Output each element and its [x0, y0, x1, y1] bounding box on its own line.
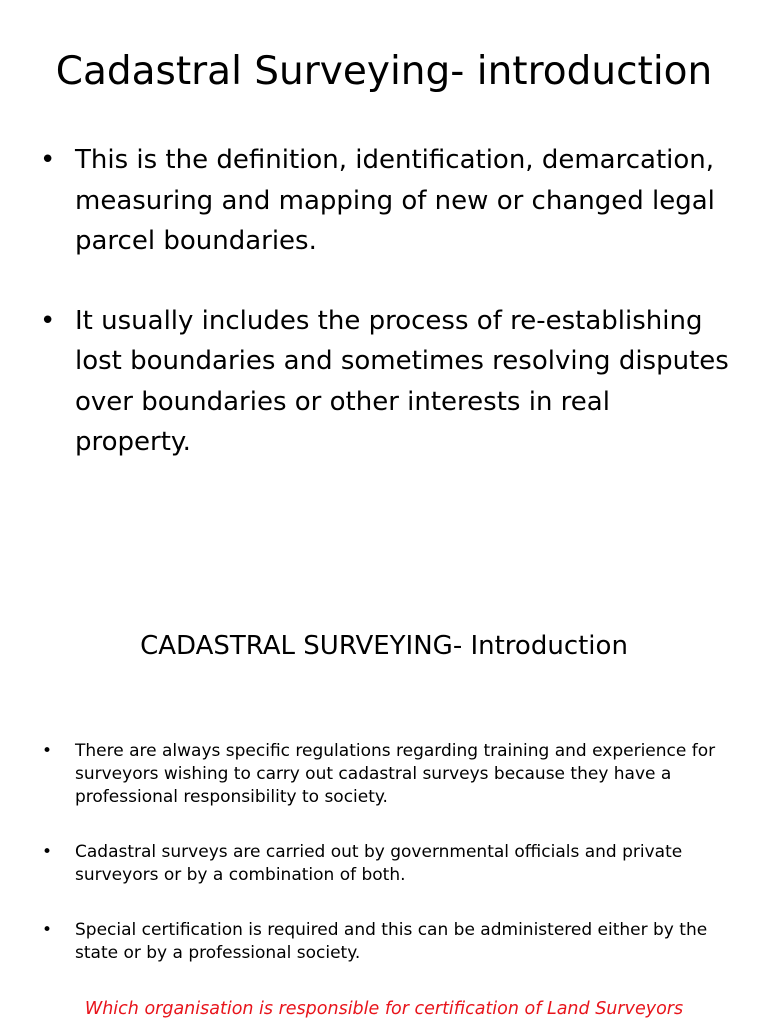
- bullet-icon: •: [42, 842, 53, 862]
- slide-2-bullet-item: [42, 740, 732, 809]
- slide-2: [0, 600, 768, 1024]
- slide-2-bullet-list: [42, 740, 732, 997]
- slide-2-bullet-text: Special certification is required and this can be administered either by the state or by a professional society.: [75, 920, 708, 963]
- bullet-icon: •: [42, 741, 53, 761]
- slide-1-title: Cadastral Surveying- introduction: [55, 49, 713, 94]
- slide-2-bullet-item: [42, 841, 732, 887]
- bullet-icon: •: [42, 920, 53, 940]
- slide-1-bullet-list: [40, 140, 730, 502]
- slide-2-bullet-item: [42, 919, 732, 965]
- bullet-icon: •: [40, 305, 56, 336]
- bullet-icon: •: [40, 145, 56, 175]
- slide-2-question: Which organisation is responsible for certification of Land Surveyors: [84, 999, 684, 1019]
- slide-1-bullet-text: It usually includes the process of re-establishing lost boundaries and sometimes resolving disputes over boundaries or other interests in real property.: [75, 305, 729, 457]
- slide-1-bullet-item: [40, 140, 730, 262]
- slide-1-bullet-item: [40, 301, 730, 463]
- slide-2-bullet-text: Cadastral surveys are carried out by governmental officials and private surveyors or by a combination of both.: [75, 842, 683, 885]
- slide-1-bullet-text: This is the definition, identification, demarcation, measuring and mapping of new or changed legal parcel boundaries.: [75, 145, 715, 256]
- slide-2-title: CADASTRAL SURVEYING- Introduction: [140, 631, 628, 661]
- slide-2-bullet-text: There are always specific regulations regarding training and experience for surveyors wishing to carry out cadastral surveys because they have a professional responsibility to society.: [75, 741, 716, 807]
